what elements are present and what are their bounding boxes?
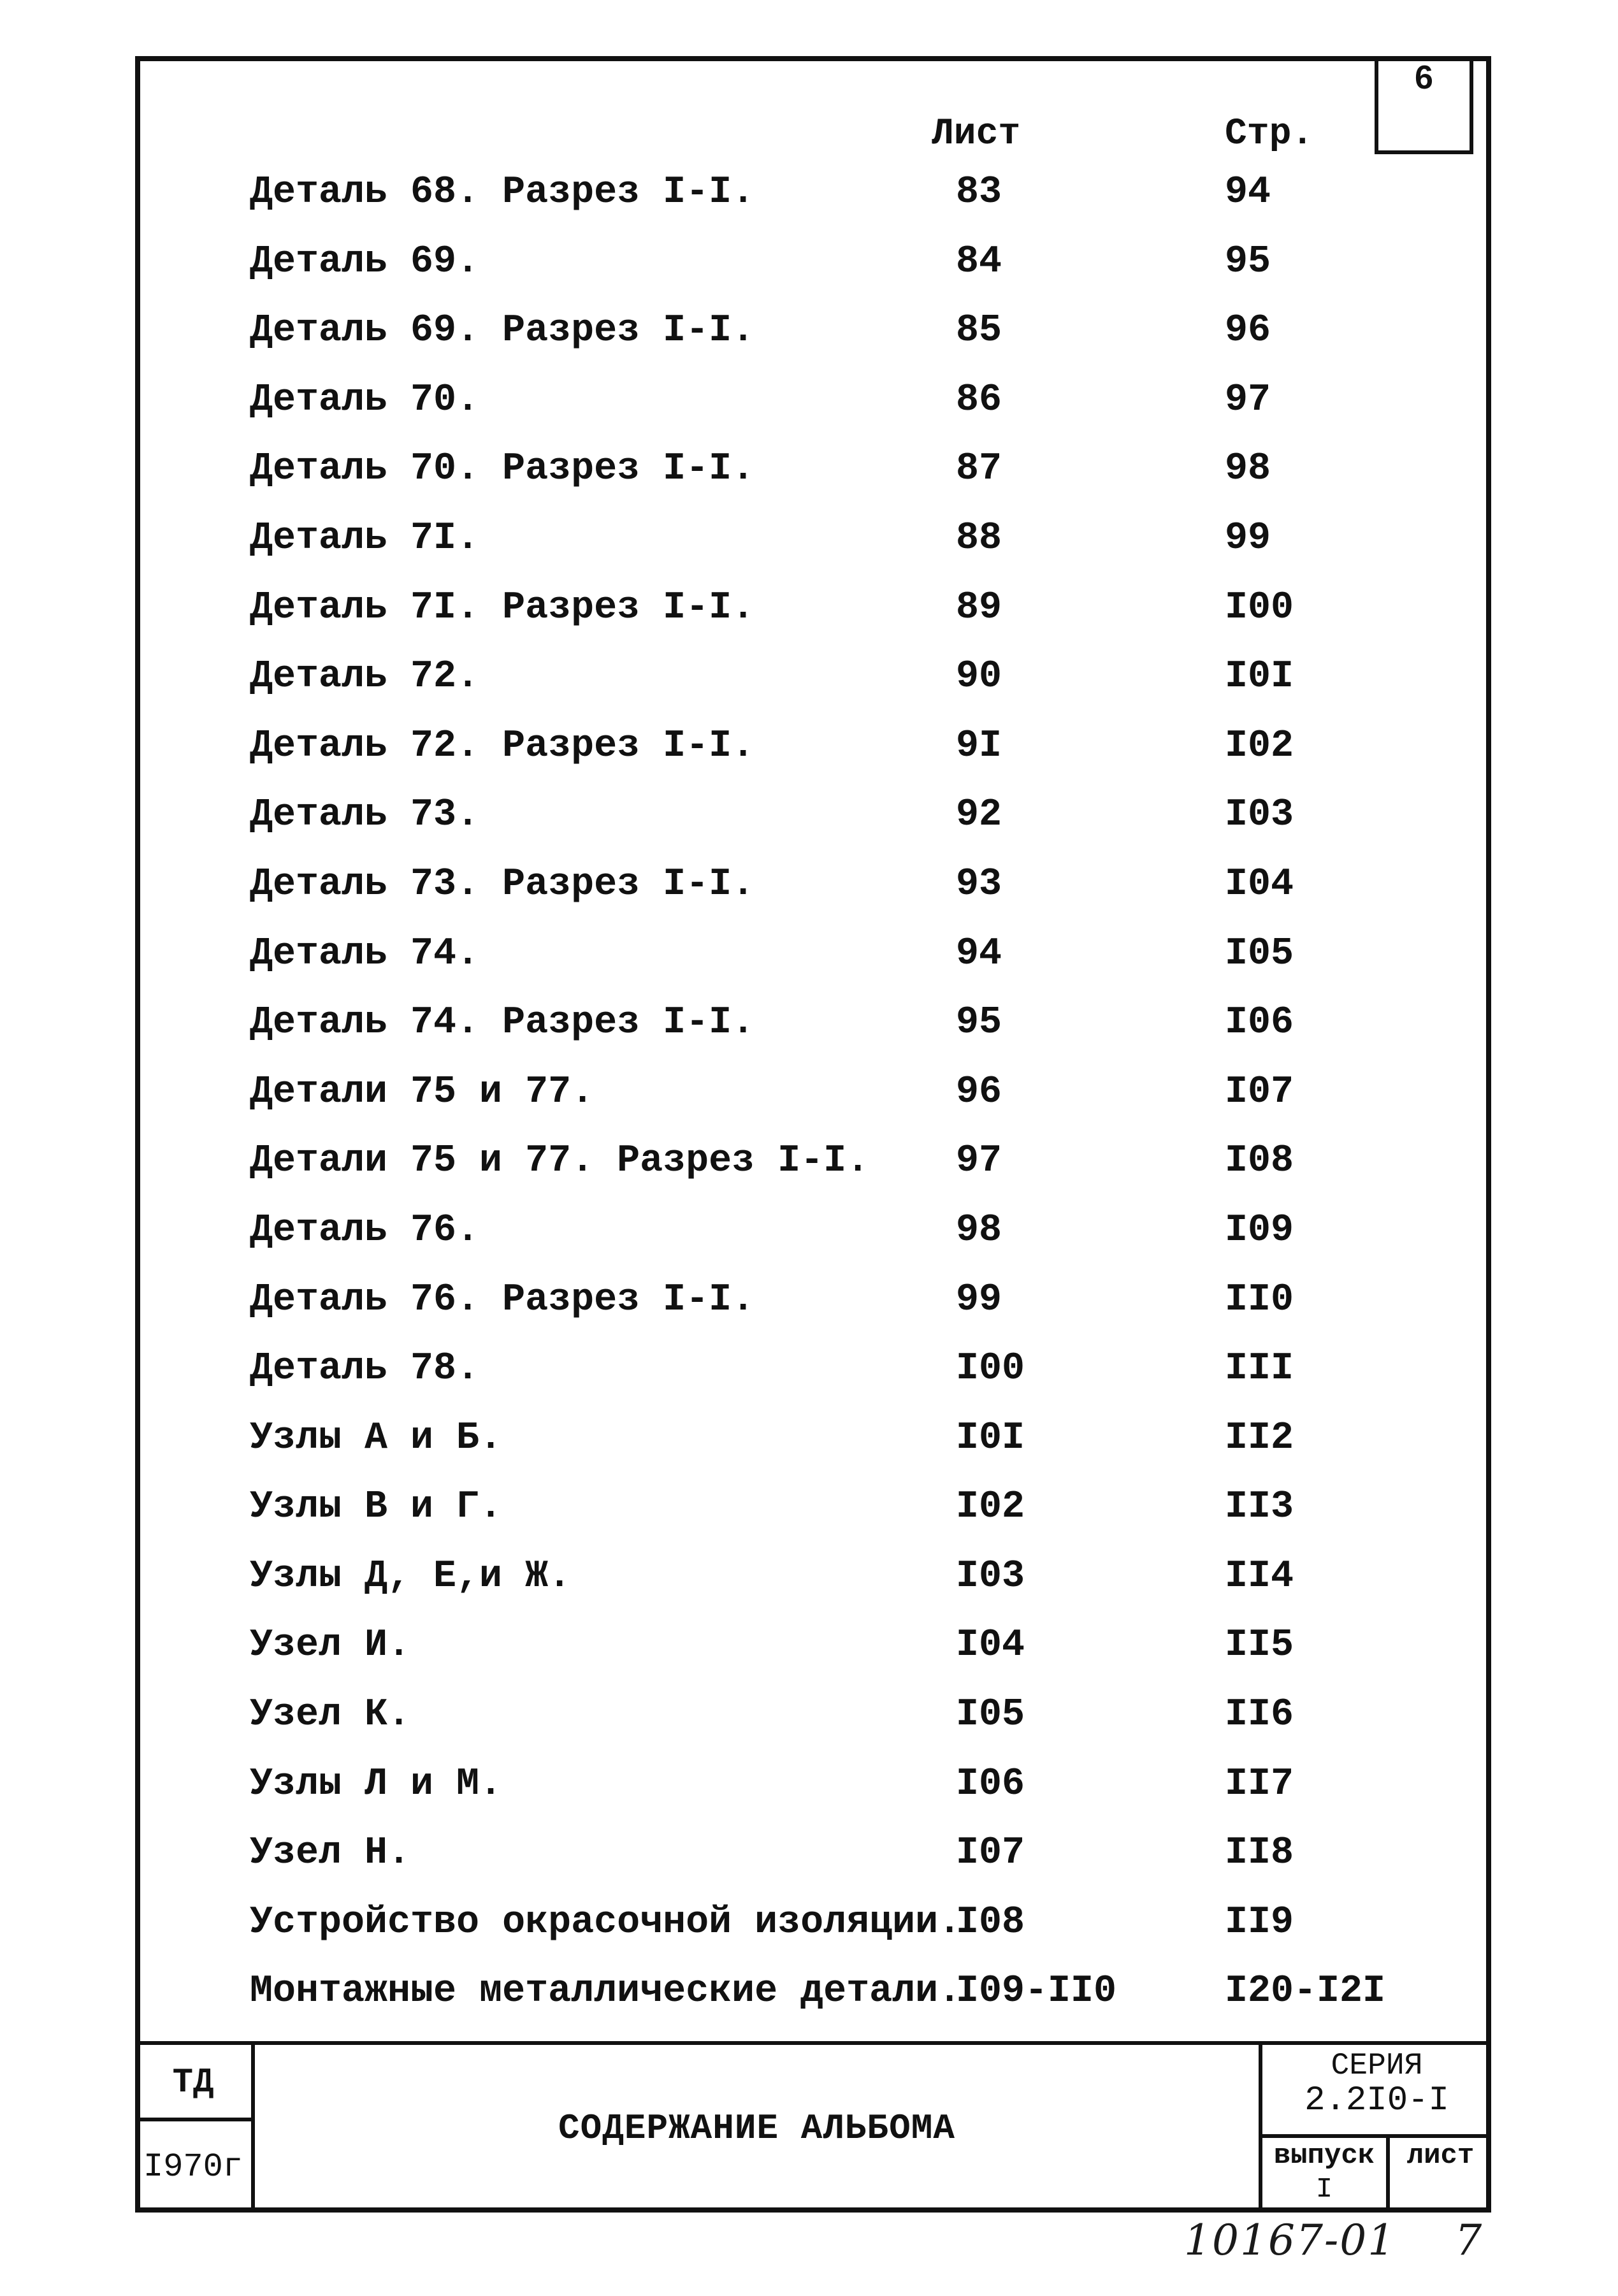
table-row (0, 1209, 1618, 1278)
issue-label: выпуск (1273, 2140, 1375, 2172)
row-sheet: I06 (956, 1762, 1025, 1806)
row-sheet: 88 (956, 516, 1002, 560)
table-row (0, 793, 1618, 863)
row-page: I02 (1225, 724, 1294, 768)
table-row (0, 1831, 1618, 1901)
year: I970г (143, 2148, 243, 2186)
table-row (0, 863, 1618, 932)
row-page: I03 (1225, 793, 1294, 837)
table-row (0, 1278, 1618, 1348)
row-title: Устройство окрасочной изоляции. (250, 1900, 962, 1944)
table-row (0, 1347, 1618, 1417)
table-row (0, 240, 1618, 310)
series-value: 2.2I0-I (1304, 2081, 1449, 2120)
row-page: 96 (1225, 309, 1271, 353)
row-sheet: 87 (956, 447, 1002, 491)
row-sheet: 92 (956, 793, 1002, 837)
table-row (0, 1485, 1618, 1555)
row-page: I0I (1225, 655, 1294, 699)
row-title: Деталь 74. (250, 932, 480, 976)
row-title: Узел Н. (250, 1831, 411, 1875)
row-sheet: 83 (956, 171, 1002, 214)
row-sheet: I04 (956, 1624, 1025, 1668)
table-row (0, 1693, 1618, 1763)
series-label: СЕРИЯ (1331, 2049, 1423, 2083)
row-sheet: I05 (956, 1693, 1025, 1737)
table-row (0, 1001, 1618, 1071)
column-header-page: Стр. (1225, 113, 1314, 155)
row-page: I08 (1225, 1139, 1294, 1183)
table-row (0, 517, 1618, 586)
row-page: I04 (1225, 862, 1294, 906)
row-page: 98 (1225, 447, 1271, 491)
table-row (0, 1071, 1618, 1140)
row-page: 99 (1225, 516, 1271, 560)
row-title: Деталь 69. (250, 240, 480, 284)
page-number: 6 (1415, 59, 1433, 96)
row-title: Деталь 69. Разрез I-I. (250, 309, 755, 353)
row-title: Деталь 70. Разрез I-I. (250, 447, 755, 491)
row-sheet: 98 (956, 1208, 1002, 1252)
row-sheet: 89 (956, 586, 1002, 630)
handwritten-note (1184, 2216, 1483, 2265)
handwritten-code: 10167-01 (1184, 2216, 1396, 2265)
issue-value: I (1315, 2174, 1333, 2206)
row-title: Деталь 76. (250, 1208, 480, 1252)
row-page: I09 (1225, 1208, 1294, 1252)
table-row (0, 655, 1618, 725)
table-row (0, 171, 1618, 240)
row-sheet: 93 (956, 862, 1002, 906)
row-title: Деталь 7I. (250, 516, 480, 560)
sheet-label: лист (1406, 2140, 1475, 2172)
row-page: II4 (1225, 1554, 1294, 1598)
row-page: II6 (1225, 1693, 1294, 1737)
row-sheet: 96 (956, 1070, 1002, 1114)
issue-cell (1262, 2138, 1390, 2213)
row-sheet: 99 (956, 1278, 1002, 1322)
row-sheet: I03 (956, 1554, 1025, 1598)
row-title: Деталь 68. Разрез I-I. (250, 171, 755, 214)
row-title: Деталь 70. (250, 378, 480, 422)
row-title: Узлы А и Б. (250, 1416, 503, 1460)
title-block-left (135, 2045, 255, 2213)
row-page: III (1225, 1347, 1294, 1391)
table-row (0, 1555, 1618, 1624)
row-sheet: I00 (956, 1347, 1025, 1391)
row-page: I05 (1225, 932, 1294, 976)
row-title: Узел И. (250, 1624, 411, 1668)
row-page: II2 (1225, 1416, 1294, 1460)
row-title: Узлы Д, Е,и Ж. (250, 1554, 572, 1598)
row-page: II0 (1225, 1278, 1294, 1322)
table-row (0, 447, 1618, 517)
row-page: II8 (1225, 1831, 1294, 1875)
row-page: II3 (1225, 1485, 1294, 1529)
row-title: Узел К. (250, 1693, 411, 1737)
row-title: Монтажные металлические детали. (250, 1970, 962, 2014)
row-sheet: 86 (956, 378, 1002, 422)
row-sheet: 94 (956, 932, 1002, 976)
page-number-box (1375, 59, 1473, 154)
row-page: II9 (1225, 1900, 1294, 1944)
row-title: Деталь 78. (250, 1347, 480, 1391)
row-sheet: I02 (956, 1485, 1025, 1529)
title-block-right (1259, 2045, 1491, 2213)
row-title: Деталь 74. Разрез I-I. (250, 1001, 755, 1045)
row-title: Узлы Л и М. (250, 1762, 503, 1806)
row-title: Деталь 76. Разрез I-I. (250, 1278, 755, 1322)
table-row (0, 379, 1618, 448)
row-title: Детали 75 и 77. (250, 1070, 595, 1114)
row-sheet: 90 (956, 655, 1002, 699)
column-header-sheet: Лист (932, 113, 1021, 155)
table-row (0, 1624, 1618, 1693)
table-row (0, 586, 1618, 656)
row-page: II5 (1225, 1624, 1294, 1668)
row-title: Деталь 72. (250, 655, 480, 699)
row-title: Деталь 73. (250, 793, 480, 837)
table-row (0, 309, 1618, 379)
row-sheet: I07 (956, 1831, 1025, 1875)
row-sheet: 97 (956, 1139, 1002, 1183)
album-title: СОДЕРЖАНИЕ АЛЬБОМА (558, 2108, 955, 2149)
row-sheet: 9I (956, 724, 1002, 768)
table-row (0, 1417, 1618, 1486)
title-block (135, 2041, 1491, 2213)
row-page: 97 (1225, 378, 1271, 422)
handwritten-page: 7 (1455, 2216, 1484, 2265)
row-title: Деталь 73. Разрез I-I. (250, 862, 755, 906)
table-row (0, 932, 1618, 1002)
row-title: Деталь 72. Разрез I-I. (250, 724, 755, 768)
row-page: I06 (1225, 1001, 1294, 1045)
row-sheet: 95 (956, 1001, 1002, 1045)
table-row (0, 725, 1618, 794)
table-row (0, 1901, 1618, 1970)
organization-code: ТД (135, 2045, 251, 2121)
row-title: Деталь 7I. Разрез I-I. (250, 586, 755, 630)
row-page: II7 (1225, 1762, 1294, 1806)
table-row (0, 1970, 1618, 2039)
row-sheet: I09-II0 (956, 1970, 1117, 2014)
row-title: Детали 75 и 77. Разрез I-I. (250, 1139, 870, 1183)
row-sheet: I08 (956, 1900, 1025, 1944)
table-row (0, 1139, 1618, 1209)
table-row (0, 1763, 1618, 1832)
row-title: Узлы В и Г. (250, 1485, 503, 1529)
row-page: I00 (1225, 586, 1294, 630)
row-sheet: I0I (956, 1416, 1025, 1460)
row-page: I20-I2I (1225, 1970, 1386, 2014)
row-page: 95 (1225, 240, 1271, 284)
row-sheet: 85 (956, 309, 1002, 353)
row-page: I07 (1225, 1070, 1294, 1114)
contents-table (0, 171, 1618, 2039)
row-sheet: 84 (956, 240, 1002, 284)
issue-sheet-row (1262, 2134, 1491, 2213)
row-page: 94 (1225, 171, 1271, 214)
